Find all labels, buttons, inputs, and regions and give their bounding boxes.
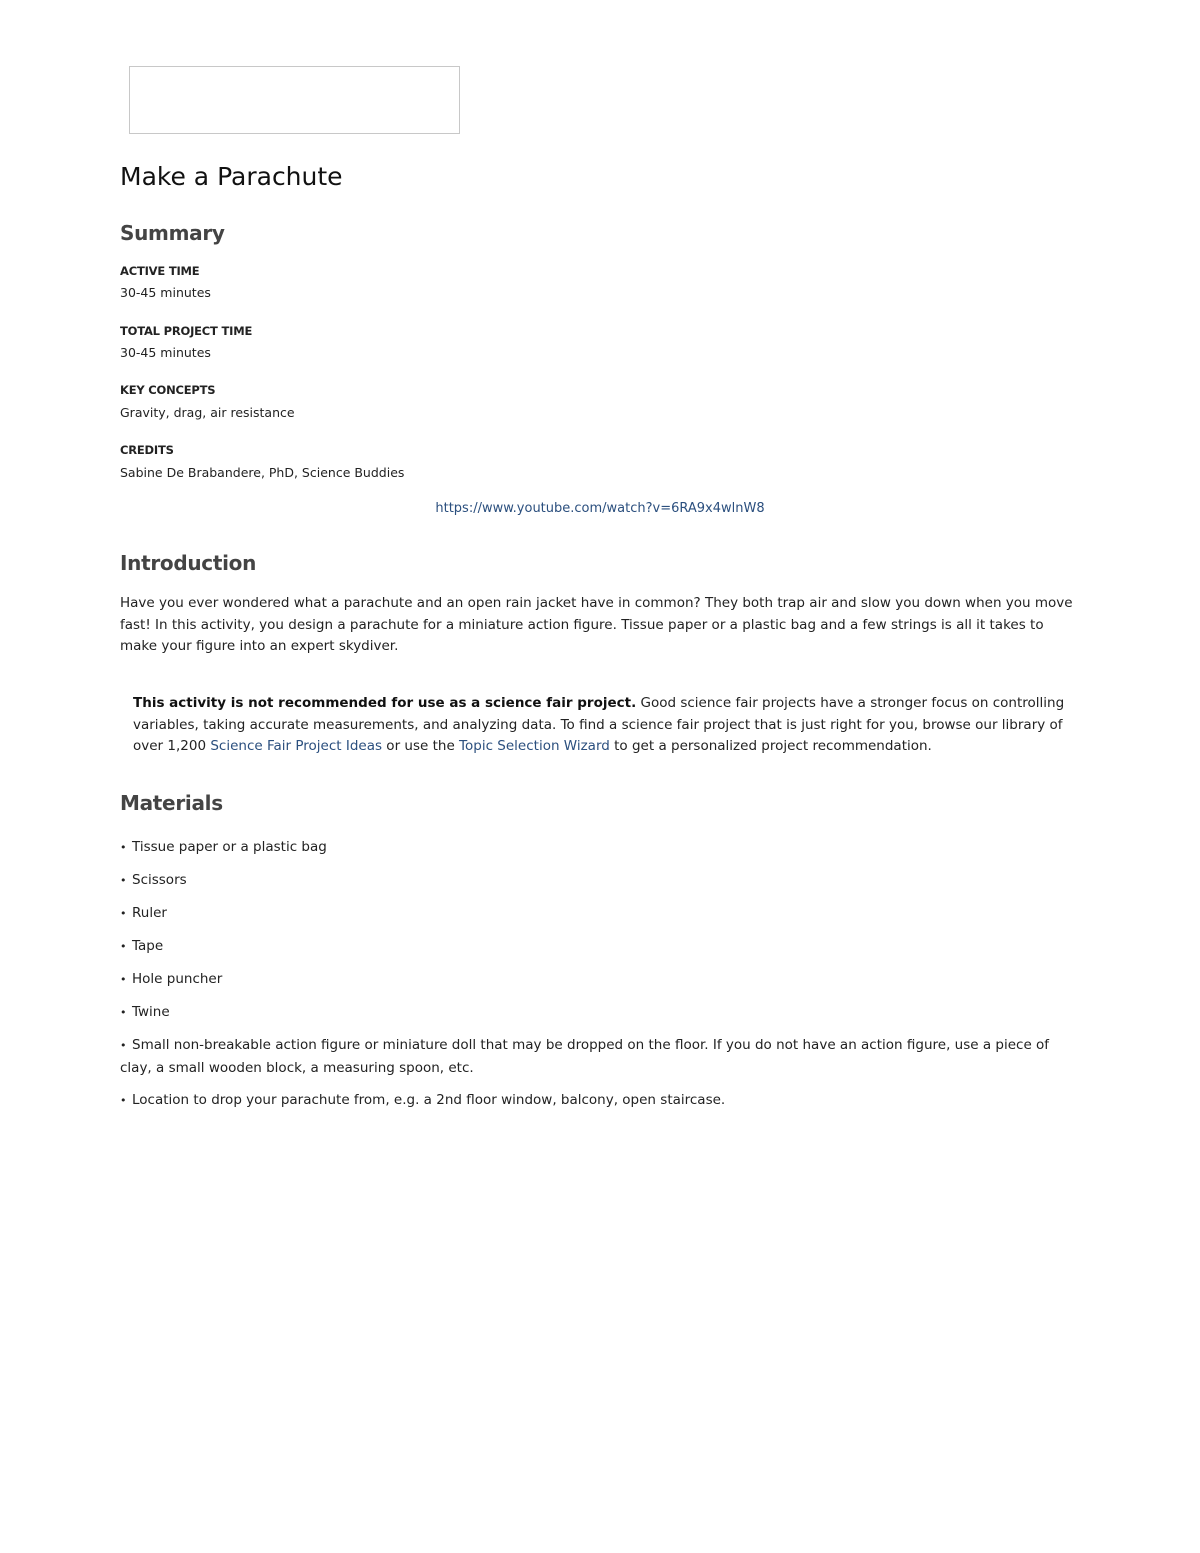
list-item: • Ruler xyxy=(120,902,1082,925)
science-fair-ideas-link[interactable]: Science Fair Project Ideas xyxy=(210,738,383,754)
credits-value: Sabine De Brabandere, PhD, Science Buddies xyxy=(120,465,405,480)
list-item: • Tape xyxy=(120,935,1082,958)
list-item: • Tissue paper or a plastic bag xyxy=(120,836,1082,859)
video-link[interactable]: https://www.youtube.com/watch?v=6RA9x4wlnW8 xyxy=(435,501,765,516)
bullet-icon: • xyxy=(120,1006,127,1019)
list-item: • Hole puncher xyxy=(120,968,1082,991)
page-title: Make a Parachute xyxy=(120,162,343,191)
bullet-icon: • xyxy=(120,874,127,887)
materials-heading: Materials xyxy=(120,791,223,815)
note-text-2: or use the xyxy=(382,738,460,754)
logo-placeholder xyxy=(129,66,460,134)
bullet-icon: • xyxy=(120,1094,127,1107)
bullet-icon: • xyxy=(120,841,127,854)
bullet-icon: • xyxy=(120,907,127,920)
key-concepts-value: Gravity, drag, air resistance xyxy=(120,405,295,420)
science-fair-note xyxy=(133,693,1073,758)
bullet-icon: • xyxy=(120,1039,127,1052)
list-item: • Small non-breakable action figure or miniature doll that may be dropped on the floor. If you do not have an action figure, use a piece of clay, a small wooden block, a measuring spoon, etc. xyxy=(120,1037,1050,1076)
bullet-icon: • xyxy=(120,973,127,986)
introduction-text: Have you ever wondered what a parachute and an open rain jacket have in common? They both trap air and slow you down when you move fast! In this activity, you design a parachute for a miniature action figure. Tissue paper or a plastic bag and a few strings is all it takes to make your figure into an expert skydiver. xyxy=(120,595,1073,654)
active-time-value: 30-45 minutes xyxy=(120,285,211,300)
topic-selection-wizard-link[interactable]: Topic Selection Wizard xyxy=(459,738,610,754)
note-bold-text: This activity is not recommended for use as a science fair project. xyxy=(133,695,637,711)
credits-label: CREDITS xyxy=(120,443,174,457)
list-item: • Location to drop your parachute from, e.g. a 2nd floor window, balcony, open staircase. xyxy=(120,1089,1082,1112)
list-item: • Scissors xyxy=(120,869,1082,892)
introduction-heading: Introduction xyxy=(120,551,257,575)
key-concepts-label: KEY CONCEPTS xyxy=(120,383,216,397)
total-time-label: TOTAL PROJECT TIME xyxy=(120,324,253,338)
list-item: • Twine xyxy=(120,1001,1082,1024)
summary-heading: Summary xyxy=(120,221,225,245)
total-time-value: 30-45 minutes xyxy=(120,345,211,360)
note-text-1: Good science fair projects have a stronger focus on controlling variables, taking accurate measurements, and analyzing data. To find a science fair project that is just right for you, browse our library of over 1,200 xyxy=(133,695,1065,754)
note-text-3: to get a personalized project recommendation. xyxy=(609,738,932,754)
active-time-label: ACTIVE TIME xyxy=(120,264,200,278)
bullet-icon: • xyxy=(120,940,127,953)
materials-list xyxy=(120,836,1082,1122)
